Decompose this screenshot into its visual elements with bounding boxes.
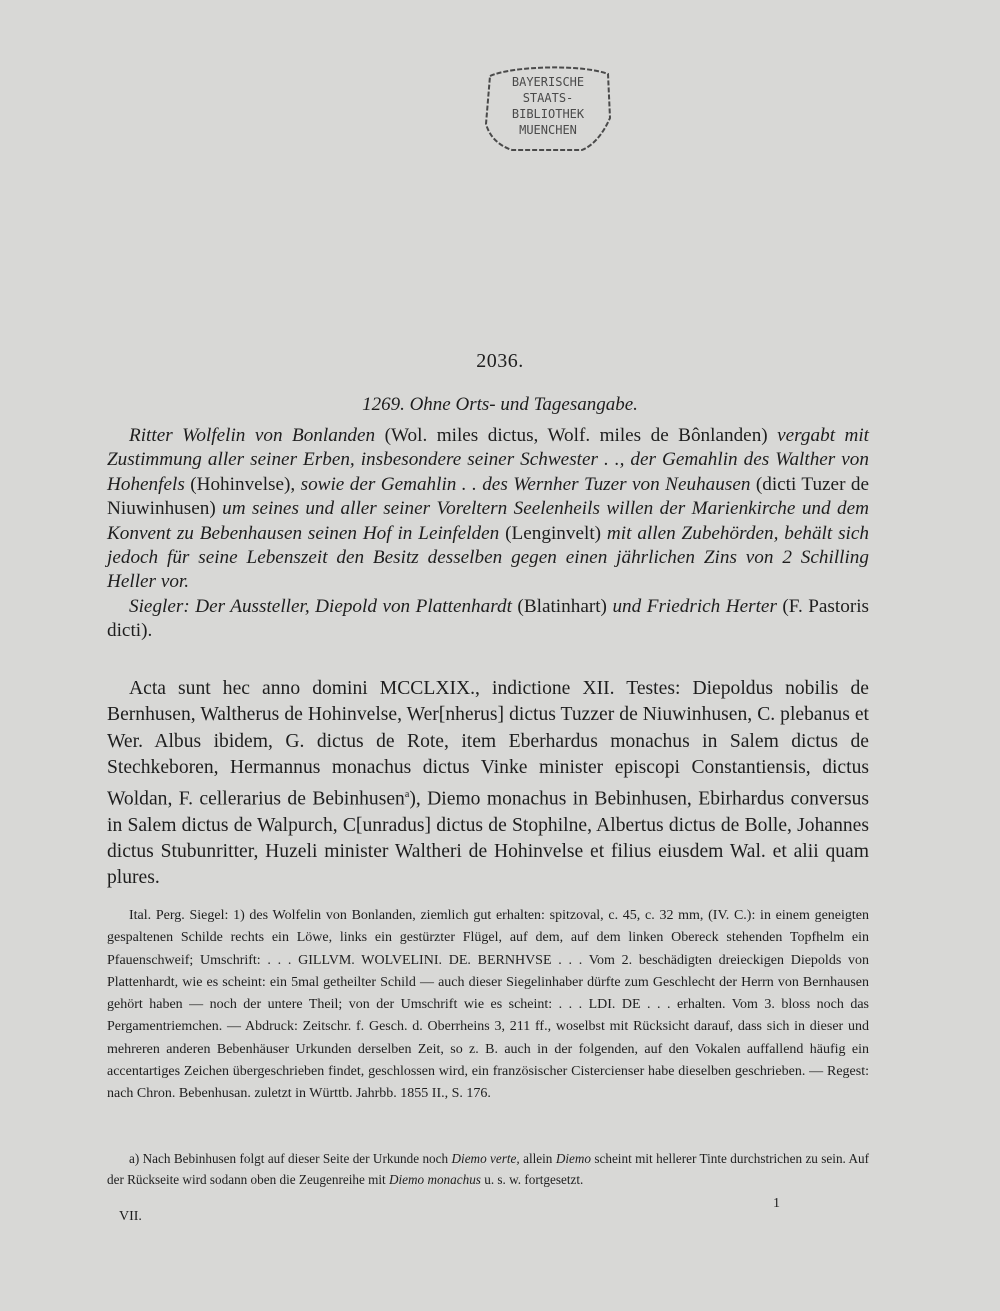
sheet-number: 1	[773, 1196, 780, 1211]
source-notes-paragraph: Ital. Perg. Siegel: 1) des Wolfelin von Bonlanden, ziemlich gut erhalten: spitzoval, c. 45, c. 32 mm, (IV. C.): in einem geneigten gespaltenen Schilde rechts ein Löwe, links ein gestürzter Flügel, auf dem, auf dem linken Obereck stehenden Topfhelm ein Pfauenschweif; Umschrift: . . . GILLVM. WOLVELINI. DE. BERNHVSE . . . Vom 2. beschädigten dreieckigen Diepolds von Plattenhardt, wie es scheint: ein 5mal getheilter Schild — auch dieser Siegelinhaber dürfte zum Geschlecht der Herrn von Bernhausen gehört haben — noch der untere Theil; von der Umschrift wie es scheint: . . . LDI. DE . . . erhalten. Vom 3. bloss noch das Pergamentriemchen. — Abdruck: Zeitschr. f. Gesch. d. Oberrheins 3, 211 ff., woselbst mit Rücksicht darauf, dass sich in dieser und mehreren anderen Bebenhäuser Urkunden derselben Zeit, so z. B. auch in der folgenden, auf den Vokalen auffallend häufig ein accentartiges Zeichen übergeschrieben findet, geschlossen wird, ein französischer Cistercienser habe dieselben geschrieben. — Regest: nach Chron. Bebenhusan. zuletzt in Württb. Jahrbb. 1855 II., S. 176.	[107, 908, 869, 1102]
stamp-line-4: MUENCHEN	[519, 123, 577, 137]
stamp-line-1: BAYERISCHE	[511, 75, 585, 89]
sealer-text: (Blatinhart)	[511, 595, 613, 617]
library-stamp	[482, 62, 614, 152]
regest-text: vergabt mit Zustimmung aller seiner Erben, insbesondere seiner Schwester . ., der Gemahlin des Walther von Hohenfels	[107, 425, 870, 495]
regest-text: mit allen Zubehörden, behält sich jedoch für seine Lebenszeit den Besitz desselben gegen einen jährlichen Zins von 2 Schilling Heller vor.	[107, 522, 869, 593]
sealer-text: Siegler: Der Aussteller, Diepold von Plattenhardt	[129, 595, 512, 617]
regest-text: (Lenginvelt)	[499, 522, 607, 544]
volume-signature: VII.	[119, 1209, 142, 1224]
stamp-line-2: STAATS-	[522, 91, 574, 105]
dateline: 1269. Ohne Orts- und Tagesangabe.	[362, 394, 638, 415]
footnote-text: a) Nach Bebinhusen folgt auf dieser Seite der Urkunde noch	[129, 1151, 452, 1166]
stamp-line-3: BIBLIOTHEK	[511, 107, 585, 121]
sealer-paragraph	[107, 595, 869, 644]
source-notes	[107, 905, 869, 1106]
footnote	[107, 1148, 869, 1190]
regest-text: sowie der Gemahlin . . des Wernher Tuzer von Neuhausen	[300, 473, 751, 495]
sealer-text: und Friedrich Herter	[612, 595, 777, 617]
regest-summary	[107, 424, 869, 644]
sealer-text: (F. Pastoris dicti).	[107, 595, 870, 642]
footnote-text: Diemo	[555, 1151, 591, 1166]
latin-text: Acta sunt hec anno domini MCCLXIX., indictione XII. Testes: Diepoldus nobilis de Bernhusen, Waltherus de Hohinvelse, Wer[nherus] dictus Tuzzer de Niuwinhusen, C. plebanus et Wer. Albus ibidem, G. dictus de Rote, item Eberhardus monachus in Salem dictus de Stechkeboren, Hermannus monachus dictus Vinke minister episcopi Constantiensis, dictus Woldan, F. cellerarius de Bebinhusen	[107, 678, 869, 810]
regest-text: (Wol. miles dictus, Wolf. miles de Bônlanden)	[375, 425, 778, 446]
footnote-marker: a	[404, 788, 410, 800]
latin-paragraph	[107, 676, 869, 892]
regest-text: (Hohinvelse),	[184, 473, 301, 495]
footnote-text: Diemo monachus	[388, 1172, 481, 1187]
document-number: 2036.	[476, 350, 524, 372]
footnote-text: allein	[519, 1151, 556, 1166]
regest-paragraph	[107, 424, 869, 595]
footnote-text: u. s. w. fortgesetzt.	[480, 1172, 584, 1187]
footnote-text: Diemo verte,	[451, 1151, 520, 1166]
latin-witness-text	[107, 676, 869, 892]
regest-text: um seines und aller seiner Voreltern Seelenheils willen der Marienkirche und dem Konvent zu Bebenhausen seinen Hof in Leinfelden	[107, 498, 869, 544]
library-stamp-graphic	[482, 62, 614, 152]
regest-text: Ritter Wolfelin von Bonlanden	[129, 425, 376, 446]
latin-text: ), Diemo monachus in Bebinhusen, Ebirhardus conversus in Salem dictus de Walpurch, C[unradus] dictus de Stophilne, Albertus dictus de Bolle, Johannes dictus Stubunritter, Huzeli minister Waltheri de Hohinvelse et filius eiusdem Wal. et alii quam plures.	[107, 788, 869, 889]
footnote-text: scheint mit hellerer Tinte durchstrichen zu sein. Auf der Rückseite wird sodann oben die Zeugenreihe mit	[107, 1151, 870, 1187]
regest-text: (dicti Tuzer de Niuwinhusen)	[107, 473, 869, 520]
footnote-paragraph	[107, 1148, 869, 1190]
